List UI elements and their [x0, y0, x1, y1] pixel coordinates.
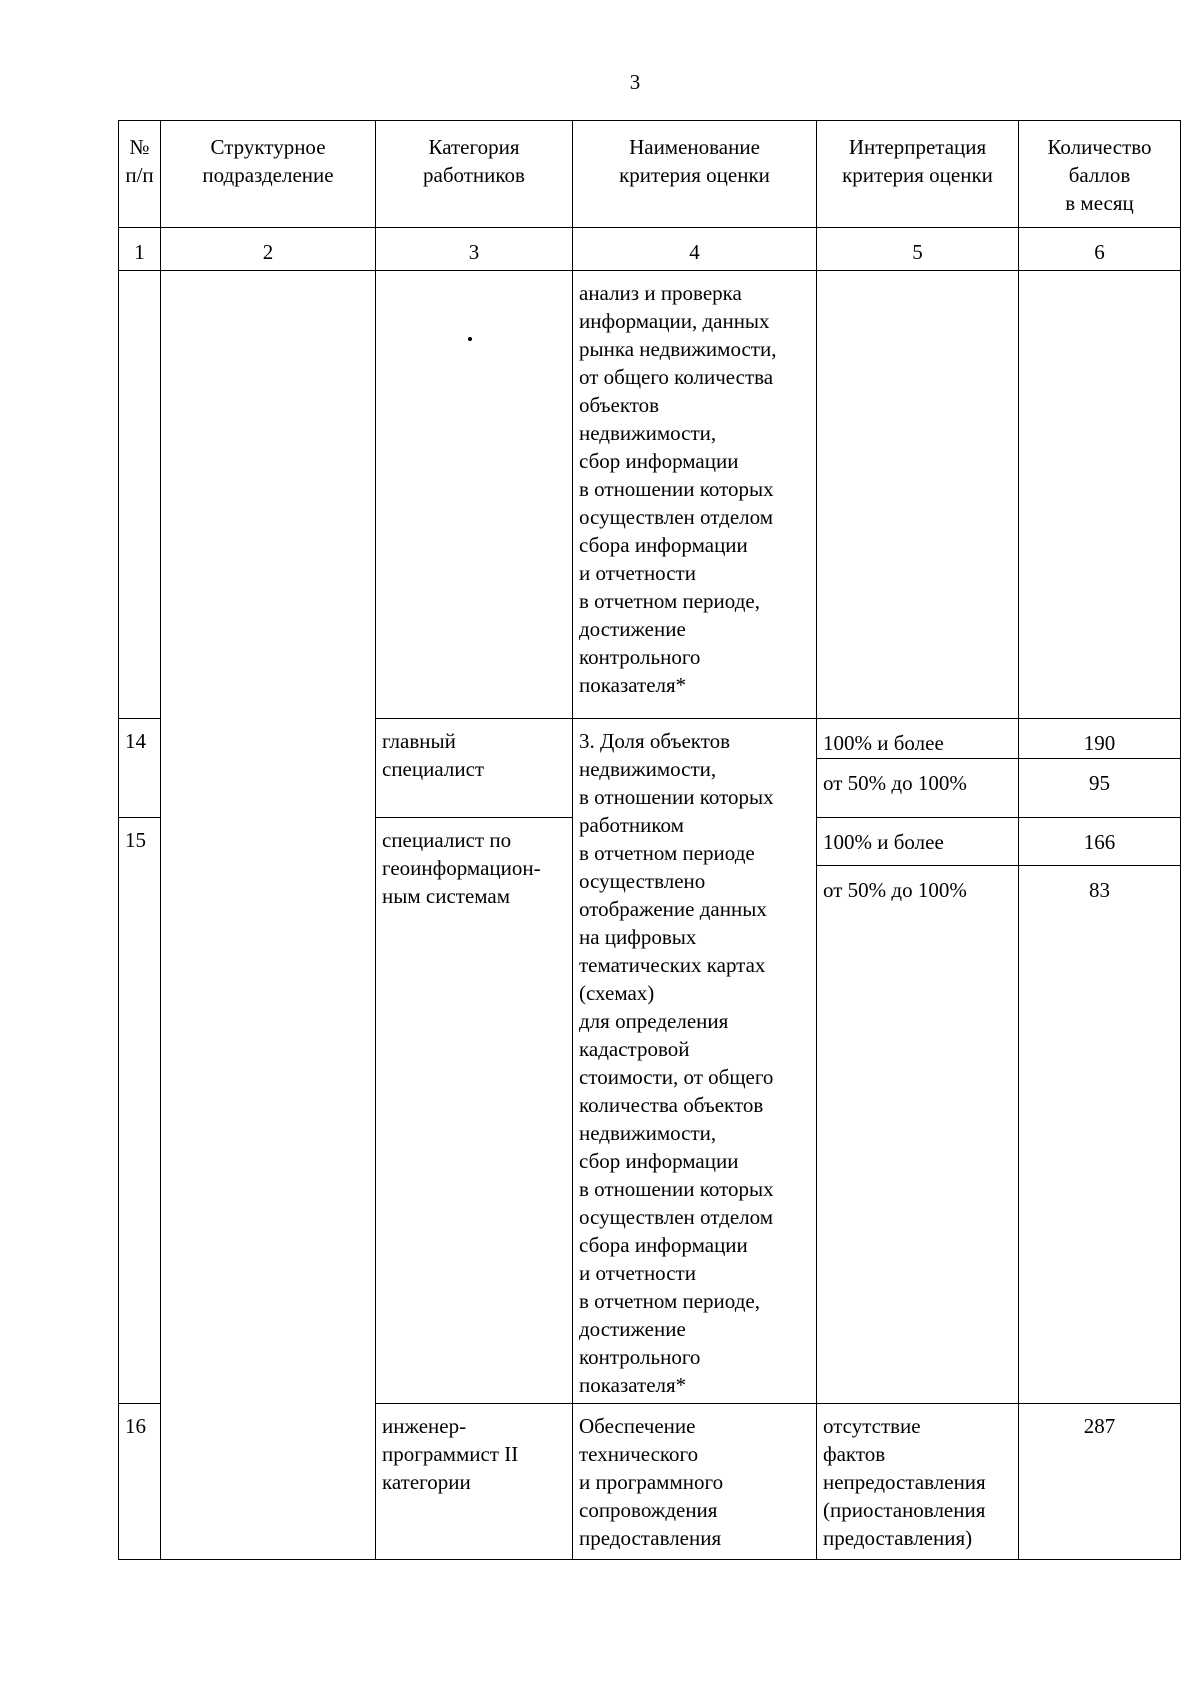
page-number: 3 [629, 70, 641, 94]
row-number-cell: 16 [119, 1404, 161, 1560]
column-numbers-row [119, 228, 1181, 271]
interpretation-option: 100% и более [817, 719, 1018, 759]
points-value: 95 [1089, 771, 1110, 795]
table-header-row [119, 121, 1181, 228]
points-cell [1019, 817, 1181, 1403]
column-number: 3 [376, 228, 573, 271]
points-cell [1019, 271, 1181, 719]
points-cell [1019, 719, 1181, 818]
scan-dot [468, 337, 472, 341]
header-structural-unit: Структурное подразделение [161, 121, 376, 228]
structural-unit-cell [161, 271, 376, 1560]
category-cell: специалист по геоинформацион- ным системам [376, 817, 573, 1403]
criterion-cell: анализ и проверка информации, данных рынка недвижимости, от общего количества объектов недвижимости, сбор информации в отношении которых осуществлен отделом сбора информации и отчетности в отчетном периоде, достижение контрольного показателя* [573, 271, 817, 719]
header-criterion-name: Наименование критерия оценки [573, 121, 817, 228]
interpretation-cell: отсутствие фактов непредоставления (приостановления предоставления) [817, 1404, 1019, 1560]
interpretation-option: от 50% до 100% [823, 877, 967, 902]
criterion-cell: 3. Доля объектов недвижимости, в отношении которых работником в отчетном периоде осуществлено отображение данных на цифровых тематических картах (схемах) для определения кадастровой стоимости, от общего количества объектов недвижимости, сбор информации в отношении которых осуществлен отделом сбора информации и отчетности в отчетном периоде, достижение контрольного показателя* [573, 719, 817, 1404]
points-value: 190 [1019, 719, 1180, 759]
points-cell: 287 [1019, 1404, 1181, 1560]
interpretation-cell [817, 719, 1019, 818]
column-number: 2 [161, 228, 376, 271]
category-cell: главный специалист [376, 719, 573, 818]
header-number: № п/п [119, 121, 161, 228]
column-number: 5 [817, 228, 1019, 271]
points-value: 166 [1019, 818, 1180, 866]
interpretation-cell [817, 271, 1019, 719]
header-employee-category: Категория работников [376, 121, 573, 228]
row-number-cell: 14 [119, 719, 161, 818]
table-row-continuation [119, 271, 1181, 719]
points-value: 83 [1089, 877, 1110, 902]
column-number: 6 [1019, 228, 1181, 271]
header-points-per-month: Количество баллов в месяц [1019, 121, 1181, 228]
row-number-cell: 15 [119, 817, 161, 1403]
category-cell [376, 271, 573, 719]
header-criterion-interpretation: Интерпретация критерия оценки [817, 121, 1019, 228]
interpretation-cell [817, 817, 1019, 1403]
column-number: 4 [573, 228, 817, 271]
interpretation-option: от 50% до 100% [823, 771, 967, 795]
row-number-cell [119, 271, 161, 719]
interpretation-option: 100% и более [817, 818, 1018, 866]
column-number: 1 [119, 228, 161, 271]
criteria-table [118, 120, 1181, 1560]
criterion-cell: Обеспечение технического и программного сопровождения предоставления [573, 1404, 817, 1560]
category-cell: инженер- программист II категории [376, 1404, 573, 1560]
